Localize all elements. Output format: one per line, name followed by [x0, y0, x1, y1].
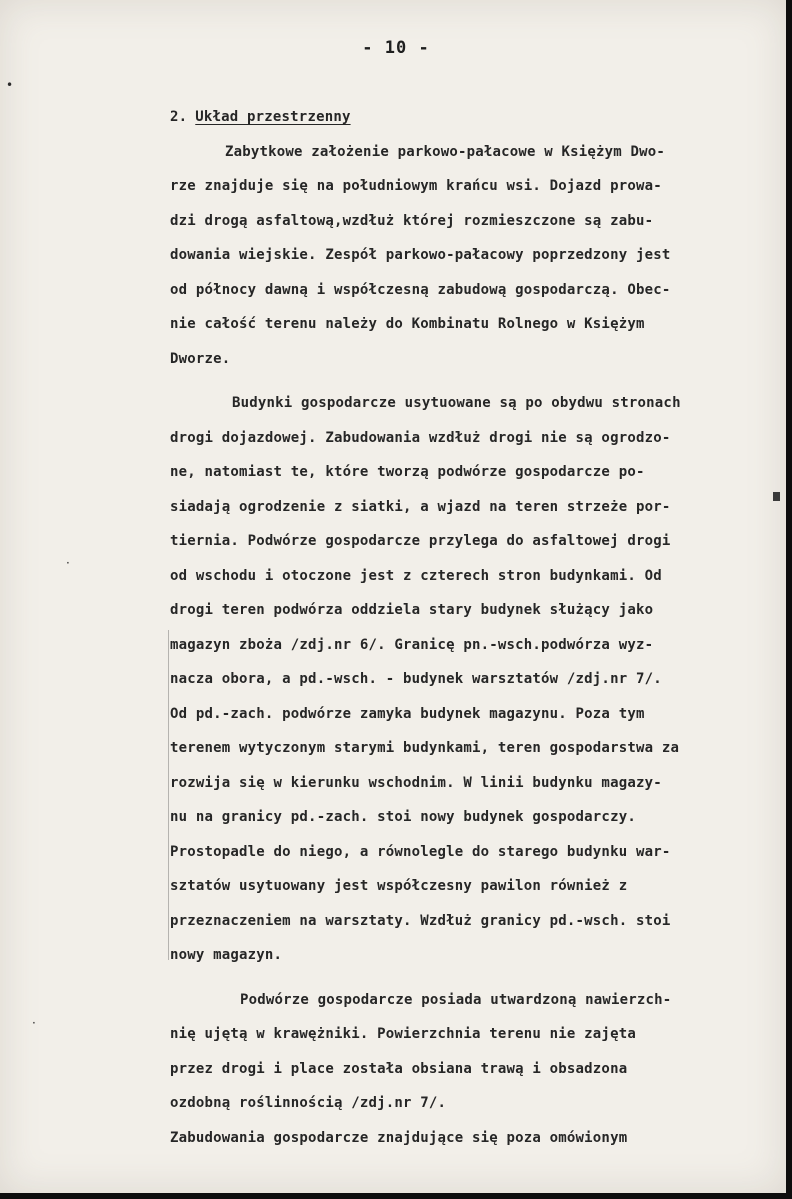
- text-line: drogi dojazdowej. Zabudowania wzdłuż drogi nie są ogrodzo-: [170, 429, 671, 446]
- text-line: rze znajduje się na południowym krańcu wsi. Dojazd prowa-: [170, 178, 662, 194]
- text-line: rozwija się w kierunku wschodnim. W linii budynku magazy-: [170, 774, 662, 791]
- margin-pencil-line: [168, 630, 169, 960]
- text-line: Od pd.-zach. podwórze zamyka budynek magazynu. Poza tym: [170, 705, 645, 722]
- margin-dot-mark: ·: [32, 1016, 36, 1030]
- text-line: dzi drogą asfaltową,wzdłuż której rozmieszczone są zabu-: [170, 212, 654, 229]
- margin-dot-mark: •: [6, 78, 14, 92]
- document-body: [170, 100, 782, 1155]
- text-line: przez drogi i place została obsiana trawą i obsadzona: [170, 1060, 628, 1077]
- text-line: nie całość terenu należy do Kombinatu Rolnego w Księżym: [170, 316, 645, 332]
- text-line: od wschodu i otoczone jest z czterech stron budynkami. Od: [170, 567, 662, 584]
- text-line: magazyn zboża /zdj.nr 6/. Granicę pn.-wsch.podwórza wyz-: [170, 636, 654, 653]
- text-line: dowania wiejskie. Zespół parkowo-pałacowy poprzedzony jest: [170, 247, 671, 263]
- text-line: Zabytkowe założenie parkowo-pałacowe w Księżym Dwo-: [225, 143, 666, 160]
- text-line: sztatów usytuowany jest współczesny pawilon również z: [170, 878, 628, 894]
- text-line: Budynki gospodarcze usytuowane są po obydwu stronach: [232, 395, 681, 411]
- section-number: 2.: [170, 109, 188, 125]
- text-line: przeznaczeniem na warsztaty. Wzdłuż granicy pd.-wsch. stoi: [170, 912, 671, 929]
- text-line: Dworze.: [170, 350, 231, 367]
- text-line: Zabudowania gospodarcze znajdujące się poza omówionym: [170, 1129, 628, 1146]
- text-line: nacza obora, a pd.-wsch. - budynek warsztatów /zdj.nr 7/.: [170, 671, 662, 687]
- text-line: drogi teren podwórza oddziela stary budynek służący jako: [170, 602, 654, 618]
- page-number: - 10 -: [362, 38, 430, 58]
- section-title: Układ przestrzenny: [195, 109, 351, 125]
- text-line: terenem wytyczonym starymi budynkami, teren gospodarstwa za: [170, 740, 680, 756]
- paragraph-gap: [170, 973, 782, 983]
- text-line: nu na granicy pd.-zach. stoi nowy budynek gospodarczy.: [170, 809, 636, 825]
- paragraph-gap: [170, 376, 782, 386]
- text-line: Podwórze gospodarcze posiada utwardzoną nawierzch-: [240, 991, 672, 1008]
- text-line: tiernia. Podwórze gospodarcze przylega do asfaltowej drogi: [170, 533, 671, 549]
- margin-dot-mark: ·: [66, 556, 70, 570]
- text-line: ozdobną roślinnością /zdj.nr 7/.: [170, 1095, 447, 1111]
- text-line: ne, natomiast te, które tworzą podwórze gospodarcze po-: [170, 464, 645, 480]
- section-heading: [170, 100, 782, 135]
- text-line: nię ujętą w krawężniki. Powierzchnia terenu nie zajęta: [170, 1026, 636, 1042]
- text-line: Prostopadle do niego, a równolegle do starego budynku war-: [170, 843, 671, 860]
- text-line: od północy dawną i współczesną zabudową gospodarczą. Obec-: [170, 281, 671, 298]
- text-line: nowy magazyn.: [170, 947, 283, 963]
- text-line: siadają ogrodzenie z siatki, a wjazd na teren strzeże por-: [170, 498, 671, 515]
